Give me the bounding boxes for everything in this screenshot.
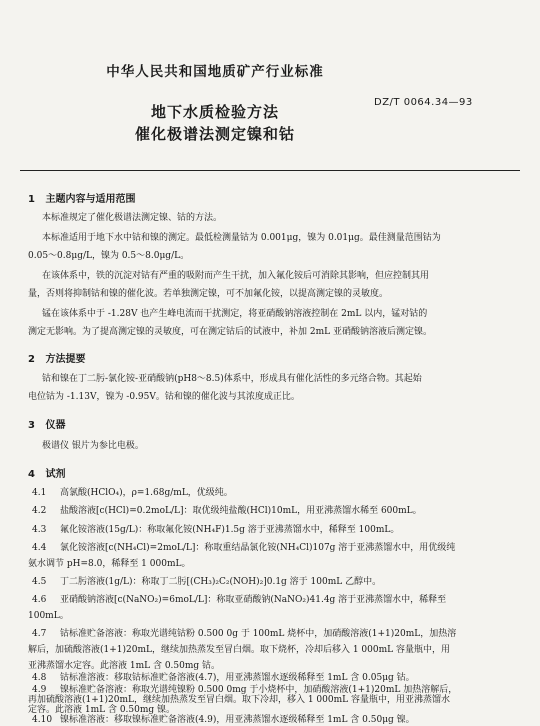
item-number: 4.4 <box>32 543 47 553</box>
paragraph-line: 电位钴为 -1.13V，镍为 -0.95V。钴和镍的催化波与其浓度成正比。 <box>28 392 300 402</box>
section-title: 仪器 <box>45 420 66 431</box>
section-title: 试剂 <box>45 469 66 480</box>
item-text: 镍标准溶液：移取镍标准贮备溶液(4.9)，用亚沸蒸馏水逐级稀释至 1mL 含 0.50μg 镍。 <box>60 715 415 725</box>
item-text: 丁二肟溶液(1g/L)：称取丁二肟[(CH₃)₂C₂(NOH)₂]0.1g 溶于 100mL 乙醇中。 <box>60 577 382 587</box>
reagent-item <box>32 594 446 606</box>
item-text: 氟化铵溶液(15g/L)：称取氟化铵(NH₄F)1.5g 溶于亚沸蒸馏水中，稀释至 100mL。 <box>60 525 400 535</box>
item-number: 4.6 <box>32 595 47 605</box>
item-text: 镍标准贮备溶液：称取光谱纯镍粉 0.500 0mg 于小烧杯中，加硝酸溶液(1+1)20mL 加热溶解后， <box>60 685 458 695</box>
section-1-heading <box>28 190 135 205</box>
reagent-item <box>32 576 381 588</box>
reagent-item-continuation: 亚沸蒸馏水定容。此溶液 1mL 含 0.50mg 钴。 <box>28 661 221 671</box>
reagent-item-continuation: 定容。此溶液 1mL 含 0.50mg 镍。 <box>28 705 176 715</box>
item-number: 4.10 <box>32 715 53 725</box>
section-title: 方法提要 <box>45 354 86 365</box>
header-rule <box>20 170 520 171</box>
reagent-item <box>32 524 399 536</box>
paragraph-line: 测定无影响。为了提高测定镍的灵敏度，可在测定钴后的试液中，补加 2mL 亚硝酸钠溶液后测定镍。 <box>28 327 432 337</box>
reagent-item <box>32 672 415 684</box>
paragraph-line: 锰在该体系中于 -1.28V 也产生峰电流而干扰测定，将亚硝酸钠溶液控制在 2mL 以内，锰对钴的 <box>42 309 428 319</box>
item-number: 4.2 <box>32 506 47 516</box>
item-text: 钴标准贮备溶液：称取光谱纯钴粉 0.500 0g 于 100mL 烧杯中，加硝酸溶液(1+1)20mL，加热溶 <box>60 629 457 639</box>
item-number: 4.9 <box>32 685 47 695</box>
item-number: 4.3 <box>32 525 47 535</box>
item-text: 氯化铵溶液[c(NH₄Cl)=2moL/L]：称取重结晶氯化铵(NH₄Cl)107g 溶于亚沸蒸馏水中，用优级纯 <box>60 543 456 553</box>
section-number: 2 <box>28 354 35 365</box>
item-number: 4.8 <box>32 673 47 683</box>
section-number: 3 <box>28 420 35 431</box>
item-number: 4.7 <box>32 629 47 639</box>
item-text: 高氯酸(HClO₄)，ρ=1.68g/mL，优级纯。 <box>60 488 233 498</box>
standard-code: DZ/T 0064.34—93 <box>374 97 473 108</box>
reagent-item-continuation: 100mL。 <box>28 611 69 621</box>
reagent-item <box>32 505 422 517</box>
item-number: 4.5 <box>32 577 47 587</box>
item-text: 盐酸溶液[c(HCl)=0.2moL/L]：取优级纯盐酸(HCl)10mL，用亚沸蒸馏水稀至 600mL。 <box>60 506 422 516</box>
paragraph-line: 本标准规定了催化极谱法测定镍、钴的方法。 <box>42 213 223 223</box>
title-line-1: 地下水质检验方法 <box>150 103 279 121</box>
item-number: 4.1 <box>32 488 47 498</box>
reagent-item-continuation: 解后，加硫酸溶液(1+1)20mL，继续加热蒸发至冒白烟。取下烧杯，冷却后移入 1 000mL 容量瓶中，用 <box>28 645 450 655</box>
reagent-item-continuation: 再加硫酸溶液(1+1)20mL，继续加热蒸发至冒白烟。取下冷却，移入 1 000mL 容量瓶中，用亚沸蒸馏水 <box>28 695 450 705</box>
reagent-item <box>32 714 415 726</box>
section-number: 1 <box>28 194 35 205</box>
section-2-heading <box>28 350 85 365</box>
paragraph-line: 本标准适用于地下水中钴和镍的测定。最低检测量钴为 0.001μg，镍为 0.01μg。最佳测量范围钴为 <box>42 233 441 243</box>
issuing-organization: 中华人民共和国地质矿产行业标准 <box>106 64 324 80</box>
reagent-item <box>32 542 455 554</box>
paragraph-line: 在该体系中，铁的沉淀对钴有严重的吸附而产生干扰，加入氟化铵后可消除其影响，但应控制其用 <box>42 271 430 281</box>
section-4-heading <box>28 465 65 480</box>
reagent-item-continuation: 氨水调节 pH=8.0，稀释至 1 000mL。 <box>28 559 191 569</box>
paragraph-line: 0.05～0.8μg/L，镍为 0.5～8.0μg/L。 <box>28 251 190 261</box>
section-3-heading <box>28 416 65 431</box>
paragraph-line: 钴和镍在丁二肟-氯化铵-亚硝酸钠(pH8～8.5)体系中，形成具有催化活性的多元络合物。其起始 <box>42 374 422 384</box>
reagent-item <box>32 487 233 499</box>
section-title: 主题内容与适用范围 <box>45 194 136 205</box>
reagent-item <box>32 628 456 640</box>
paragraph-line: 量，否则将抑制钴和镍的催化波。若单独测定镍，可不加氟化铵，以提高测定镍的灵敏度。 <box>28 289 389 299</box>
title-line-2: 催化极谱法测定镍和钴 <box>134 125 295 143</box>
section-number: 4 <box>28 469 35 480</box>
item-text: 钴标准溶液：移取钴标准贮备溶液(4.7)，用亚沸蒸馏水逐级稀释至 1mL 含 0.05μg 钴。 <box>60 673 415 683</box>
paragraph-line: 极谱仪 银片为参比电极。 <box>42 441 144 451</box>
item-text: 亚硝酸钠溶液[c(NaNO₂)=6moL/L]：称取亚硝酸钠(NaNO₂)41.4g 溶于亚沸蒸馏水中，稀释至 <box>60 595 447 605</box>
